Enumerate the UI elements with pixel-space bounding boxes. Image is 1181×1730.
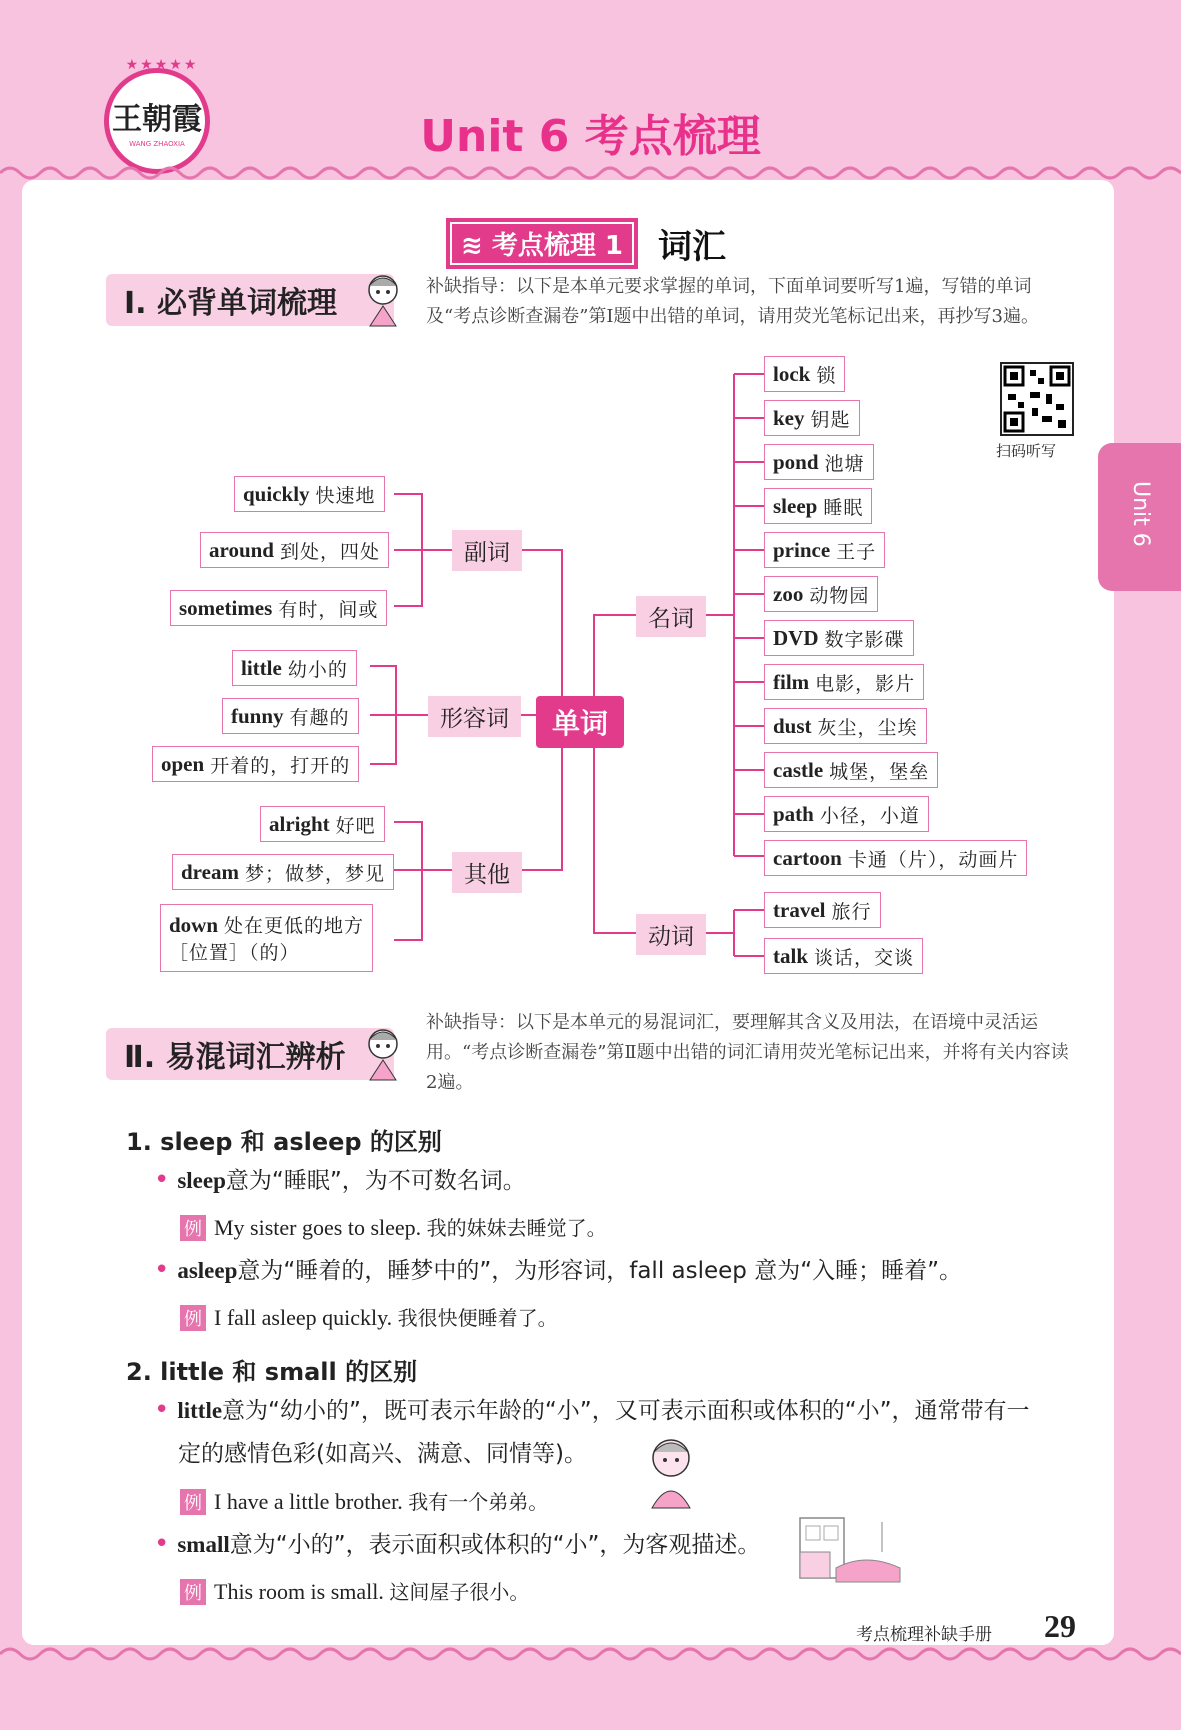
word-zh: 幼小的 [287,658,348,681]
word-zh: 快速地 [315,484,376,507]
word-en: dust [773,713,812,738]
example-en: I have a little brother. [214,1489,403,1514]
section-badge: ≋ 考点梳理 1 [446,218,638,269]
word-en: around [209,537,274,562]
word-en: sleep [773,493,818,518]
word-zh: 谈话，交谈 [814,946,915,969]
word-en: talk [773,943,809,968]
word-en: lock [773,361,811,386]
word-box [764,532,885,568]
item2-heading: 2. little 和 small 的区别 [126,1358,418,1386]
word-en: dream [181,859,239,884]
example-zh: 我的妹妹去睡觉了。 [426,1216,607,1240]
word-en: travel [773,897,826,922]
word-box [152,746,359,782]
word-box [764,444,874,480]
word-box [234,476,385,512]
part2-heading [106,1028,394,1080]
item2-point1-cont: 定的感情色彩(如高兴、满意、同情等)。 [178,1441,587,1467]
part1-title: Ⅰ. 必背单词梳理 [124,286,338,321]
part1-heading [106,274,394,326]
word-box [764,620,914,656]
word-box [260,806,385,842]
example-zh: 我有一个弟弟。 [408,1490,549,1514]
section-title [446,218,726,269]
word-en: sometimes [179,595,273,620]
word-box [170,590,387,626]
word-box [764,400,860,436]
cartoon-girl-icon [362,268,404,328]
word-box [200,532,389,568]
word-zh: 处在更低的地方 [224,915,365,937]
word-en: open [161,751,205,776]
example-zh: 我很快便睡着了。 [397,1306,558,1330]
item2-point1 [154,1388,1074,1433]
word-en: film [773,669,810,694]
example-tag: 例 [180,1579,206,1605]
word-en: key [773,405,805,430]
point-word: sleep [177,1168,226,1193]
word-zh: 开着的，打开的 [210,754,351,777]
word-en: cartoon [773,845,842,870]
word-box [232,650,357,686]
bullet-icon: • [154,1529,170,1559]
item2-point2 [154,1522,774,1567]
word-en: alright [269,811,330,836]
word-en: little [241,655,282,680]
item1-heading: 1. sleep 和 asleep 的区别 [126,1128,442,1156]
footer-text: 考点梳理补缺手册 [856,1625,992,1645]
word-box [222,698,359,734]
bottom-wave-border [0,1640,1181,1670]
category-adverb: 副词 [452,530,522,571]
word-box [764,938,923,974]
word-box [764,664,924,700]
item2-example1 [180,1486,548,1515]
word-box [764,840,1027,876]
word-box [764,796,929,832]
example-tag: 例 [180,1305,206,1331]
part2-guide: 补缺指导：以下是本单元的易混词汇，要理解其含义及用法，在语境中灵活运用。“考点诊断查漏卷”第Ⅱ题中出错的词汇请用荧光笔标记出来，并将有关内容读2遍。 [426,1012,1069,1093]
small-room-illustration [796,1512,910,1594]
word-zh: 城堡，堡垒 [829,760,930,783]
example-en: My sister goes to sleep. [214,1215,422,1240]
item1-point2 [154,1248,1074,1293]
point-text: 意为“幼小的”，既可表示年龄的“小”，又可表示面积或体积的“小”，通常带有一 [222,1398,1030,1424]
point-text: 意为“睡着的，睡梦中的”，为形容词，fall asleep 意为“入睡；睡着”。 [237,1258,963,1284]
word-zh: 锁 [816,364,837,387]
word-zh: 数字影碟 [824,628,905,651]
example-en: This room is small. [214,1579,384,1604]
word-en: DVD [773,625,819,650]
word-en: castle [773,757,824,782]
bullet-icon: • [154,1395,170,1425]
example-en: I fall asleep quickly. [214,1305,393,1330]
point-text: 意为“小的”，表示面积或体积的“小”，为客观描述。 [229,1532,761,1558]
word-zh: 灰尘，尘埃 [817,716,918,739]
word-box [160,904,373,972]
word-box [172,854,394,890]
word-zh: 卡通（片），动画片 [847,848,1019,871]
qr-label: 扫码听写 [996,442,1057,460]
example-tag: 例 [180,1215,206,1241]
word-box [764,356,845,392]
point-text: 意为“睡眠”，为不可数名词。 [225,1168,526,1194]
logo-name: 王朝霞 [112,102,202,137]
mindmap-center: 单词 [536,696,624,748]
item2-example2 [180,1576,529,1605]
word-zh: 梦；做梦，梦见 [244,862,385,885]
word-zh: 旅行 [831,900,872,923]
page-title: Unit 6 考点梳理 [420,111,761,162]
word-zh: 到处，四处 [279,540,380,563]
word-zh: 小径，小道 [819,804,920,827]
word-en: pond [773,449,819,474]
point-word: small [177,1532,230,1557]
page-number: 29 [1044,1608,1076,1644]
word-en: path [773,801,814,826]
word-zh: 睡眠 [823,496,864,519]
word-zh: 王子 [836,540,877,563]
item1-point1 [154,1158,1074,1203]
category-noun: 名词 [636,596,706,637]
category-adjective: 形容词 [428,696,521,737]
unit-side-tab[interactable] [1098,443,1181,591]
logo-stars: ★★★★★ [125,57,199,73]
unit-side-tab-label: Unit 6 [1128,481,1153,547]
word-zh: 电影，影片 [815,672,916,695]
example-tag: 例 [180,1489,206,1515]
word-zh: 动物园 [809,584,870,607]
part1-guide: 补缺指导：以下是本单元要求掌握的单词，下面单词要听写1遍，写错的单词及“考点诊断查漏卷”第Ⅰ题中出错的单词，请用荧光笔标记出来，再抄写3遍。 [426,276,1039,327]
word-box [764,708,927,744]
item1-example2 [180,1302,558,1331]
part2-title: Ⅱ. 易混词汇辨析 [124,1040,346,1075]
example-zh: 这间屋子很小。 [389,1580,530,1604]
category-other: 其他 [452,852,522,893]
word-zh: 好吧 [335,814,376,837]
word-en: funny [231,703,284,728]
word-zh: 有趣的 [289,706,350,729]
word-box [764,892,881,928]
word-zh: 有时，间或 [278,598,379,621]
word-en: prince [773,537,831,562]
word-box [764,488,872,524]
cartoon-girl-icon [362,1022,404,1082]
section-word: 词汇 [657,227,726,267]
category-verb: 动词 [636,914,706,955]
word-box [764,576,878,612]
logo-subtitle: WANG ZHAOXIA [129,140,185,148]
word-zh: 池塘 [824,452,865,475]
word-zh: 钥匙 [810,408,851,431]
qr-code-icon[interactable] [1000,362,1074,436]
point-word: little [177,1398,223,1423]
word-en: zoo [773,581,804,606]
item1-example1 [180,1212,607,1241]
word-zh-extra: ［位置］（的） [169,942,300,964]
bullet-icon: • [154,1165,170,1195]
word-en: down [169,913,219,937]
word-en: quickly [243,481,310,506]
point-word: asleep [177,1258,238,1283]
baby-brother-illustration [640,1434,702,1510]
word-box [764,752,938,788]
bullet-icon: • [154,1255,170,1285]
